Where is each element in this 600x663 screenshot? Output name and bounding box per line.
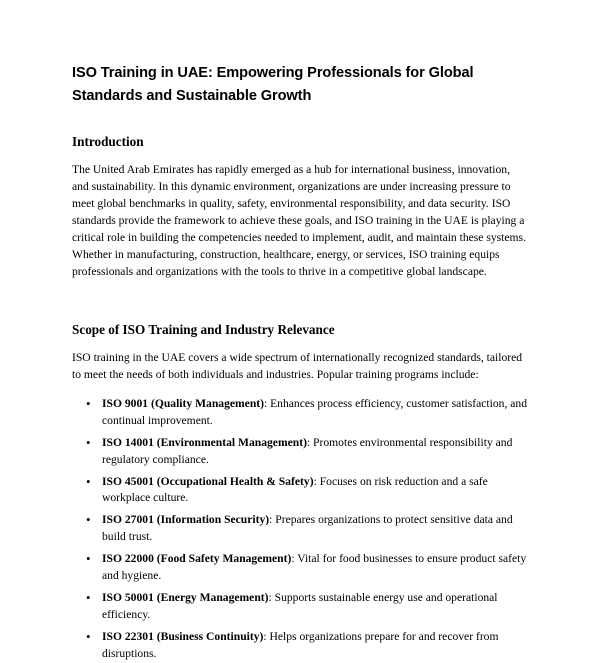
list-item	[102, 512, 528, 546]
list-item	[102, 474, 528, 508]
standard-description: : Prepares organizations to protect sensitive data and build trust.	[102, 513, 513, 544]
standard-description: : Vital for food businesses to ensure product safety and hygiene.	[102, 552, 527, 583]
list-item	[102, 590, 528, 624]
standard-name: ISO 45001 (Occupational Health & Safety)	[102, 474, 314, 488]
list-item	[102, 396, 528, 430]
page-title: ISO Training in UAE: Empowering Professionals for Global Standards and Sustainable Growth	[72, 65, 474, 104]
standard-description: : Helps organizations prepare for and recover from disruptions.	[102, 629, 499, 660]
list-item	[102, 551, 528, 585]
standard-name: ISO 27001 (Information Security)	[102, 513, 270, 527]
standard-name: ISO 9001 (Quality Management)	[102, 396, 264, 410]
standard-name: ISO 14001 (Environmental Management)	[102, 435, 307, 449]
standard-name: ISO 22000 (Food Safety Management)	[102, 552, 292, 566]
introduction-paragraph: The United Arab Emirates has rapidly emerged as a hub for international business, innovation, and sustainability. In this dynamic environment, organizations are under increasing pressure to meet global benchmarks in quality, safety, environmental responsibility, and data security. ISO standards provide the framework to achieve these goals, and ISO training in the UAE is playing a critical role in building the competencies needed to implement, audit, and maintain these systems. Whether in manufacturing, construction, healthcare, energy, or services, ISO training equips professionals and organizations with the tools to thrive in a competitive global landscape.	[72, 163, 526, 278]
section-heading-introduction: Introduction	[72, 134, 144, 150]
standard-description: : Focuses on risk reduction and a safe workplace culture.	[102, 474, 488, 505]
list-item	[102, 629, 528, 663]
standard-description: : Enhances process efficiency, customer satisfaction, and continual improvement.	[102, 396, 528, 427]
scope-paragraph: ISO training in the UAE covers a wide spectrum of internationally recognized standards, tailored to meet the needs of both individuals and industries. Popular training programs include:	[72, 350, 523, 381]
standard-name: ISO 22301 (Business Continuity)	[102, 629, 264, 643]
list-item	[102, 435, 528, 469]
standard-description: : Promotes environmental responsibility and regulatory compliance.	[102, 435, 513, 466]
standard-name: ISO 50001 (Energy Management)	[102, 591, 269, 605]
section-spacer	[72, 281, 528, 299]
standard-description: : Supports sustainable energy use and operational efficiency.	[102, 591, 498, 621]
iso-standards-list	[72, 396, 528, 663]
section-heading-scope: Scope of ISO Training and Industry Relevance	[72, 321, 335, 337]
